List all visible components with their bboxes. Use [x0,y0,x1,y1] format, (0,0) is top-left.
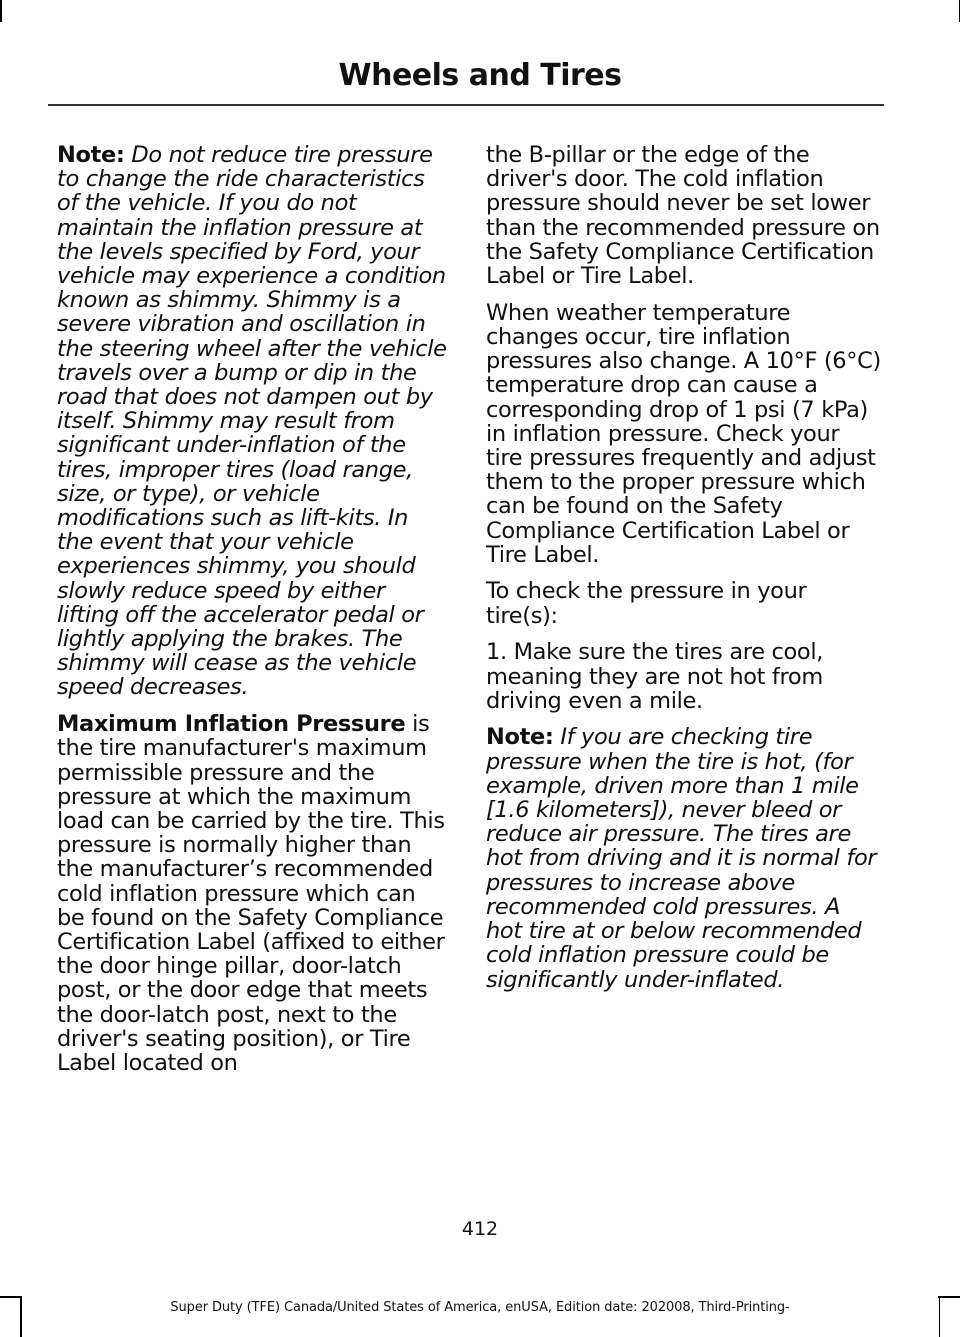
left-column [57,143,449,1088]
note-label: Note: [57,142,125,168]
note-shimmy [57,143,449,700]
max-inflation-text: is the tire manufacturer's maximum permissible pressure and the pressure at which the maximum load can be carried by the tire. This pressure is normally higher than the manufacturer’s recommended cold inflation pressure which can be found on the Safety Compliance Certification Label (affixed to either the door hinge pillar, door-latch post, or the door edge that meets the door-latch post, next to the driver's seating position), or Tire Label located on [57,711,445,1077]
crop-mark [0,0,2,22]
crop-mark [938,1296,960,1298]
step-1: 1. Make sure the tires are cool, meaning they are not hot from driving even a mile. [486,639,824,714]
max-inflation-paragraph [57,712,449,1075]
paragraph-temperature: When weather temperature changes occur, tire inflation pressures also change. A 10°F (6°C) temperature drop can cause a corresponding drop of 1 psi (7 kPa) in inflation pressure. Check your tire pressures frequently and adjust them to the proper pressure which can be found on the Safety Compliance Certification Label or Tire Label. [486,299,881,568]
note-text: If you are checking tire pressure when the tire is hot, (for example, driven more than 1 mile [1.6 kilometers]), never bleed or reduce air pressure. The tires are hot from driving and it is normal for pressures to increase above recommended cold pressures. A hot tire at or below recommended cold inflation pressure could be significantly under-inflated. [486,724,877,993]
note-text: Do not reduce tire pressure to change the ride characteristics of the vehicle. If you do not maintain the inflation pressure at the levels specified by Ford, your vehicle may experience a condition known as shimmy. Shimmy is a severe vibration and oscillation in the steering wheel after the vehicle travels over a bump or dip in the road that does not dampen out by itself. Shimmy may result from significant under-inflation of the tires, improper tires (load range, size, or type), or vehicle modifications such as lift-kits. In the event that your vehicle experiences shimmy, you should slowly reduce speed by either lifting off the accelerator pedal or lightly applying the brakes. The shimmy will cease as the vehicle speed decreases. [57,142,447,701]
note-hot-tire [486,725,882,991]
max-inflation-term: Maximum Inflation Pressure [57,711,406,738]
paragraph-check-intro: To check the pressure in your tire(s): [486,578,807,629]
paragraph-cold-inflation: the B-pillar or the edge of the driver's door. The cold inflation pressure should never be set lower than the recommended pressure on the Safety Compliance Certification Label or Tire Label. [486,142,880,290]
crop-mark [0,1296,22,1298]
footer-edition: Super Duty (TFE) Canada/United States of America, enUSA, Edition date: 202008, Third-Printing- [170,1300,790,1315]
right-column [486,143,882,1004]
page-title: Wheels and Tires [338,58,622,93]
page-number: 412 [461,1218,499,1240]
note-label: Note: [486,724,554,751]
header-divider [48,104,884,106]
